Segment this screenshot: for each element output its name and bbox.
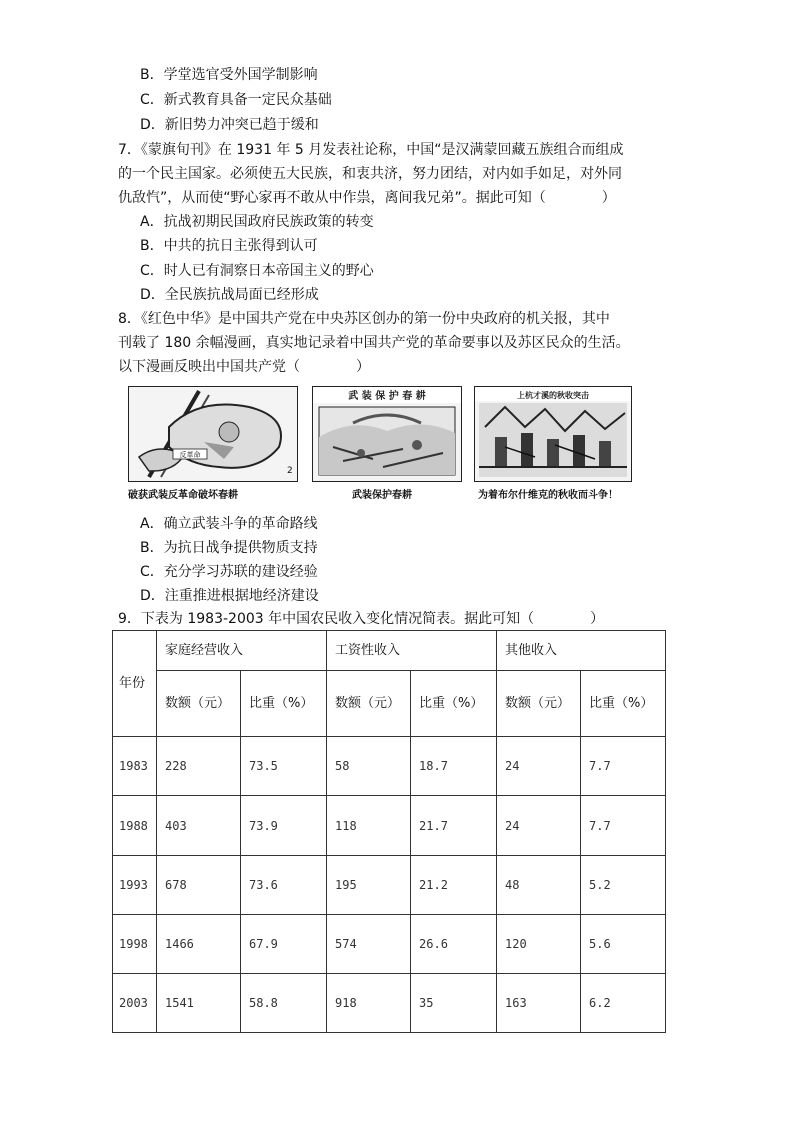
sub-header-amount: 数额（元） [327,671,411,737]
table-row [113,856,666,915]
cartoon-2-drawing [313,387,461,481]
year-header: 年份 [113,631,157,737]
cartoon-1-caption: 破获武装反革命破坏春耕 [128,490,238,501]
cartoon-2-illustration [312,386,462,482]
q6-option-c: C．新式教育具备一定民众基础 [140,92,332,108]
table-cell: 120 [497,915,581,974]
table-cell: 58.8 [241,974,327,1033]
table-cell: 58 [327,737,411,796]
table-cell: 21.2 [411,856,497,915]
table-cell: 18.7 [411,737,497,796]
table-cell: 195 [327,856,411,915]
q6-option-b: B．学堂选官受外国学制影响 [140,67,318,83]
sub-header-amount: 数额（元） [157,671,241,737]
table-cell: 7.7 [581,737,666,796]
q7-stem-line-3: 仇敌忾”，从而使“野心家再不敢从中作祟，离间我兄弟”。据此可知（ ） [118,190,616,206]
table-cell: 574 [327,915,411,974]
sub-header-share: 比重（%） [241,671,327,737]
cartoon-3-header-text: 上杭才溪的秋收突击 [517,391,589,400]
cartoon-2-header-text: 武 装 保 护 春 耕 [348,391,426,402]
year-cell: 1998 [113,915,157,974]
table-cell: 678 [157,856,241,915]
sub-header-share: 比重（%） [581,671,666,737]
year-cell: 1988 [113,796,157,856]
cartoon-1-illustration [128,386,298,482]
q8-stem-line-3: 以下漫画反映出中国共产党（ ） [118,359,370,375]
q8-option-a: A．确立武装斗争的革命路线 [140,516,318,532]
q8-option-b: B．为抗日战争提供物质支持 [140,540,318,556]
cartoon-1-inner-text: 反革命 [179,451,201,459]
table-cell: 24 [497,737,581,796]
table-cell: 228 [157,737,241,796]
group-header-household: 家庭经营收入 [157,631,327,671]
year-cell: 2003 [113,974,157,1033]
table-cell: 163 [497,974,581,1033]
q6-option-d: D．新旧势力冲突已趋于缓和 [140,117,319,133]
q7-option-a: A．抗战初期民国政府民族政策的转变 [140,214,374,230]
table-cell: 6.2 [581,974,666,1033]
table-cell: 73.9 [241,796,327,856]
table-cell: 918 [327,974,411,1033]
cartoon-1-drawing [129,387,297,481]
table-cell: 118 [327,796,411,856]
q7-option-d: D．全民族抗战局面已经形成 [140,287,319,303]
q9-stem: 9．下表为 1983-2003 年中国农民收入变化情况简表。据此可知（ ） [118,611,605,627]
year-cell: 1983 [113,737,157,796]
table-cell: 73.6 [241,856,327,915]
q8-stem-line-2: 刊载了 180 余幅漫画，真实地记录着中国共产党的革命要事以及苏区民众的生活。 [118,335,630,351]
cartoon-3-illustration [474,386,632,482]
table-cell: 26.6 [411,915,497,974]
income-table [112,630,666,1033]
table-row [113,737,666,796]
cartoon-2-caption: 武装保护春耕 [352,490,412,501]
table-cell: 24 [497,796,581,856]
q7-stem-line-1: 7．《蒙旗旬刊》在 1931 年 5 月发表社论称，中国“是汉满蒙回藏五族组合而组成 [118,142,624,158]
table-row [113,915,666,974]
group-header-other: 其他收入 [497,631,666,671]
table-cell: 67.9 [241,915,327,974]
q7-option-b: B．中共的抗日主张得到认可 [140,238,318,254]
q7-stem-line-2: 的一个民主国家。必须使五大民族，和衷共济，努力团结，对内如手如足，对外同 [118,166,622,182]
table-cell: 1541 [157,974,241,1033]
q8-stem-line-1: 8．《红色中华》是中国共产党在中央苏区创办的第一份中央政府的机关报，其中 [118,311,610,327]
table-cell: 5.2 [581,856,666,915]
table-cell: 1466 [157,915,241,974]
q8-option-c: C．充分学习苏联的建设经验 [140,564,318,580]
q8-option-d: D．注重推进根据地经济建设 [140,588,319,604]
table-cell: 73.5 [241,737,327,796]
cartoon-3-caption: 为着布尔什维克的秋收而斗争！ [478,490,618,501]
table-cell: 403 [157,796,241,856]
table-group-header-row [113,631,666,671]
table-row [113,796,666,856]
svg-text:2: 2 [287,466,293,476]
table-sub-header-row [113,671,666,737]
sub-header-amount: 数额（元） [497,671,581,737]
table-cell: 48 [497,856,581,915]
table-cell: 35 [411,974,497,1033]
year-cell: 1993 [113,856,157,915]
table-cell: 5.6 [581,915,666,974]
cartoon-3-drawing [475,387,631,481]
q8-cartoon-strip [126,386,632,506]
q7-option-c: C．时人已有洞察日本帝国主义的野心 [140,263,374,279]
table-cell: 7.7 [581,796,666,856]
group-header-wage: 工资性收入 [327,631,497,671]
table-cell: 21.7 [411,796,497,856]
table-row [113,974,666,1033]
sub-header-share: 比重（%） [411,671,497,737]
